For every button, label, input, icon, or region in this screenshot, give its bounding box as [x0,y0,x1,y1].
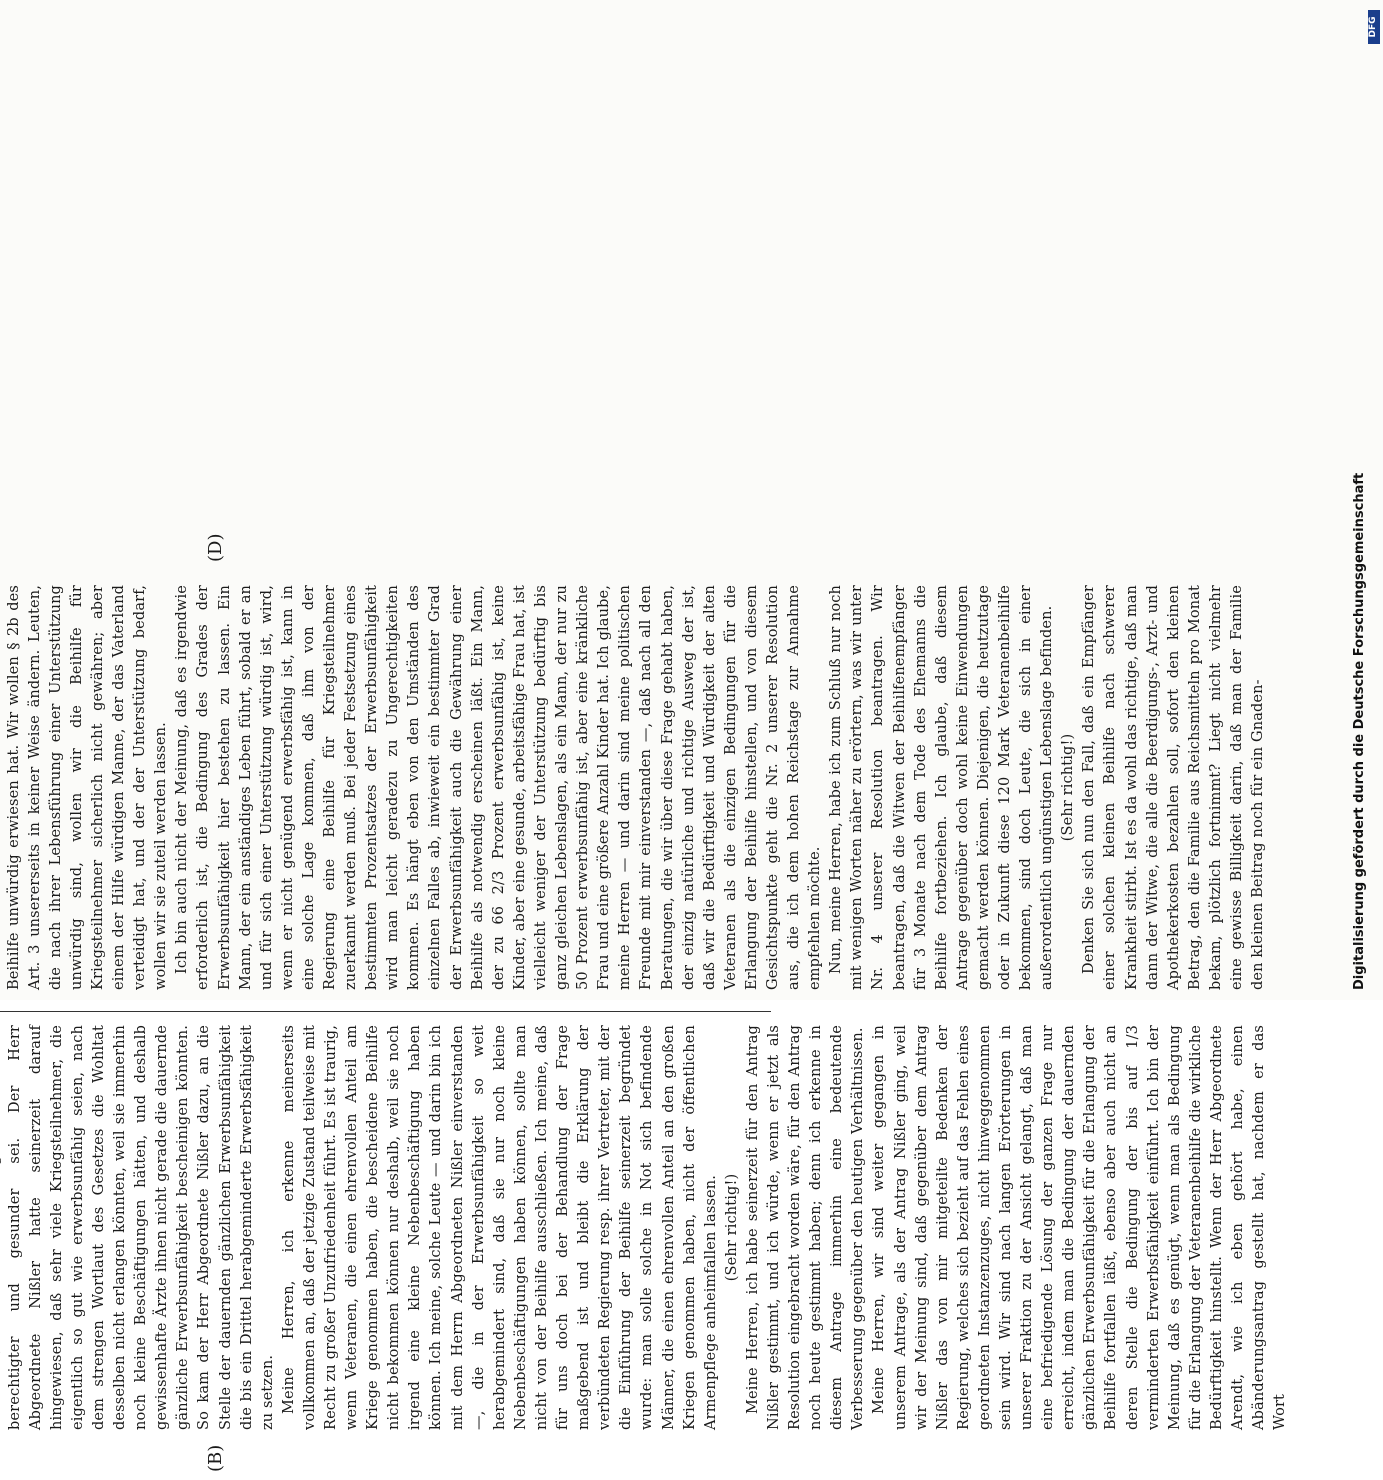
funding-note-text: Digitalisierung gefördert durch die Deutsche Forschungsgemeinschaft [1352,472,1367,990]
paragraph: Meine Herren, wir sind weiter gegangen in unserem Antrage, als der Antrag Nißler ging, weil wir der Meinung sind, daß gegenüber dem Antrag Nißler das von mir mitgeteilte Bedenken der Regierung, welches sich bezieht auf das Fehlen eines geordneten Instanzenzuges, nicht hinweggenommen sein wird. Wir sind nach langen Erörterungen in unserer Fraktion zu der Ansicht gelangt, daß man eine befriedigende Lösung der ganzen Frage nur erreicht, indem man die Bedingung der dauernden gänzlichen Erwerbsunfähigkeit für die Erlangung der Beihilfe fortfallen läßt, ebenso aber auch nicht an deren Stelle die Bedingung der bis auf 1/3 verminderten Erwerbsfähigkeit einführt. Ich bin der Meinung, daß es genügt, wenn man als Bedingung für die Erlangung der Veteranenbeihilfe die wirkliche Bedürftigkeit hinstellt. Wenn der Herr Abgeordnete Arendt, wie ich eben gehört habe, einen Abänderungsantrag gestellt hat, nachdem er das Wort [871,1025,1289,1430]
funding-note [1352,0,1374,1000]
column-divider [0,1011,771,1012]
text-column-left [0,1025,1289,1430]
paragraph: Ich bin auch nicht der Meinung, daß es irgendwie erforderlich ist, die Bedingung des Grades der Erwerbsunfähigkeit hier bestehen zu lassen. Ein Mann, der ein anständiges Leben führt, sobald er an und für sich einer Unterstützung würdig ist, wird, wenn er nicht genügend erwerbsfähig ist, kann in eine solche Lage kommen, daß ihm von der Regierung eine Beihilfe für Kriegsteilnehmer zuerkannt werden muß. Bei jeder Festsetzung eines bestimmten Prozentsatzes der Erwerbsunfähigkeit wird man leicht geradezu zu Ungerechtigkeiten kommen. Es hängt eben von den Umständen des einzelnen Falles ab, inwieweit ein bestimmter Grad der Erwerbsunfähigkeit auch die Gewährung einer Beihilfe als notwendig erscheinen läßt. Ein Mann, der zu 66 2/3 Prozent erwerbsunfähig ist, keine Kinder, aber eine gesunde, arbeitsfähige Frau hat, ist vielleicht weniger der Unterstützung bedürftig bis ganz gleichen Lebenslagen, als ein Mann, der nur zu 50 Prozent erwerbsunfähig ist, aber eine kränkliche Frau und eine größere Anzahl Kinder hat. Ich glaube, meine Herren — und darin sind meine politischen Freunde mit mir einverstanden —, daß nach all den Beratungen, die wir über diese Frage gehabt haben, der einzig natürliche und richtige Ausweg der ist, daß wir die Bedürftigkeit und Würdigkeit der alten Veteranen als die einzigen Bedingungen für die Erlangung der Beihilfe hinstellen, und von diesem Gesichtspunkte geht die Nr. 2 unserer Resolution aus, die ich dem hohen Reichstage zur Annahme empfehlen möchte. [174,585,824,990]
margin-marker-d: (D) [205,533,226,562]
paragraph: Denken Sie sich nun den Fall, daß ein Empfänger einer solchen kleinen Beihilfe nach schwerer Krankheit stirbt. Ist es da wohl das richtige, daß man dann der Witwe, die alle die Beerdigungs-, Arzt- und Apothekerkosten bezahlen soll, sofort den kleinen Betrag, den die Familie aus Reichsmitteln pro Monat bekam, plötzlich fortnimmt? Liegt nicht vielmehr eine gewisse Billigkeit darin, daß man der Familie den kleinen Beitrag noch für ein Gnaden- [1081,585,1267,990]
paragraph: Meine Herren, ich habe seinerzeit für den Antrag Nißler gestimmt, und ich würde, wenn er jetzt als Resolution eingebracht worden wäre, für den Antrag noch heute gestimmt haben; denn ich erkenne in diesem Antrage immerhin eine bedeutende Verbesserung gegenüber den heutigen Verhältnissen. [744,1025,867,1430]
dfg-logo-text: DFG [1368,16,1378,38]
paragraph: Meine Herren, ich erkenne meinerseits vollkommen an, daß der jetzige Zustand teilweise mit Recht zu großer Unzufriedenheit führt. Es ist traurig, wenn Veteranen, die einen ehrenvollen Anteil am Kriege genommen haben, die bescheidene Beihilfe nicht bekommen können nur deshalb, weil sie noch irgend eine kleine Nebenbeschäftigung haben können. Ich meine, solche Leute — und darin bin ich mit dem Herrn Abgeordneten Nißler einverstanden —, die in der Erwerbsunfähigkeit so weit herabgemindert sind, daß sie nur noch kleine Nebenbeschäftigungen haben können, sollte man nicht von der Beihilfe ausschließen. Ich meine, daß für uns doch bei der Behandlung der Frage maßgebend ist und bleibt die Erklärung der verbündeten Regierung resp. ihrer Vertreter, mit der die Einführung der Beihilfe seinerzeit begründet wurde: man solle solche in Not sich befindende Männer, die einen ehrenvollen Anteil an den großen Kriegen genommen haben, nicht der öffentlichen Armenpflege anheimfallen lassen. [280,1025,719,1430]
text-column-right [0,585,1267,990]
paragraph: Beihilfe unwürdig erwiesen hat. Wir wollen § 2b des Art. 3 unsererseits in keiner Weise ändern. Leuten, die nach ihrer Lebensführung einer Unterstützung unwürdig sind, wollen wir die Beihilfe für Kriegsteilnehmer sicherlich nicht gewähren; aber einem der Hilfe würdigen Manne, der das Vaterland verteidigt hat, und der der Unterstützung bedarf, wollen wir sie zuteil werden lassen. [5,585,170,990]
margin-marker-b: (B) [205,1444,226,1472]
paragraph: berechtigter und gesunder sei. Der Herr Abgeordnete Nißler hatte seinerzeit darauf hingewiesen, daß sehr viele Kriegsteilnehmer, die eigentlich so gut wie erwerbsunfähig seien, nach dem strengen Wortlaut des Gesetzes die Wohltat desselben nicht erlangen könnten, weil sie immerhin noch kleine Beschäftigungen hätten, und deshalb gewissenhafte Ärzte ihnen nicht gerade die dauernde gänzliche Erwerbsunfähigkeit bescheinigen könnten. So kam der Herr Abgeordnete Nißler dazu, an die Stelle der dauernden gänzlichen Erwerbsunfähigkeit die bis ein Drittel herabgeminderte Erwerbsfähigkeit zu setzen. [6,1025,276,1430]
applause-note: (Sehr richtig!) [1060,733,1077,842]
dfg-logo [1368,10,1380,44]
applause-note: (Sehr richtig!) [723,1173,740,1282]
paragraph: Nun, meine Herren, habe ich zum Schluß nur noch mit wenigen Worten näher zu erörtern, was wir unter Nr. 4 unserer Resolution beantragen. Wir beantragen, daß die Witwen der Beihilfenempfänger für 3 Monate nach dem Tode des Ehemanns die Beihilfe fortbeziehen. Ich glaube, daß diesem Antrage gegenüber doch wohl keine Einwendungen gemacht werden können. Diejenigen, die heutzutage oder in Zukunft diese 120 Mark Veteranenbeihilfe bekommen, sind doch Leute, die sich in einer außerordentlich ungünstigen Lebenslage befinden. [828,585,1056,990]
newspaper-page [0,520,1289,1480]
